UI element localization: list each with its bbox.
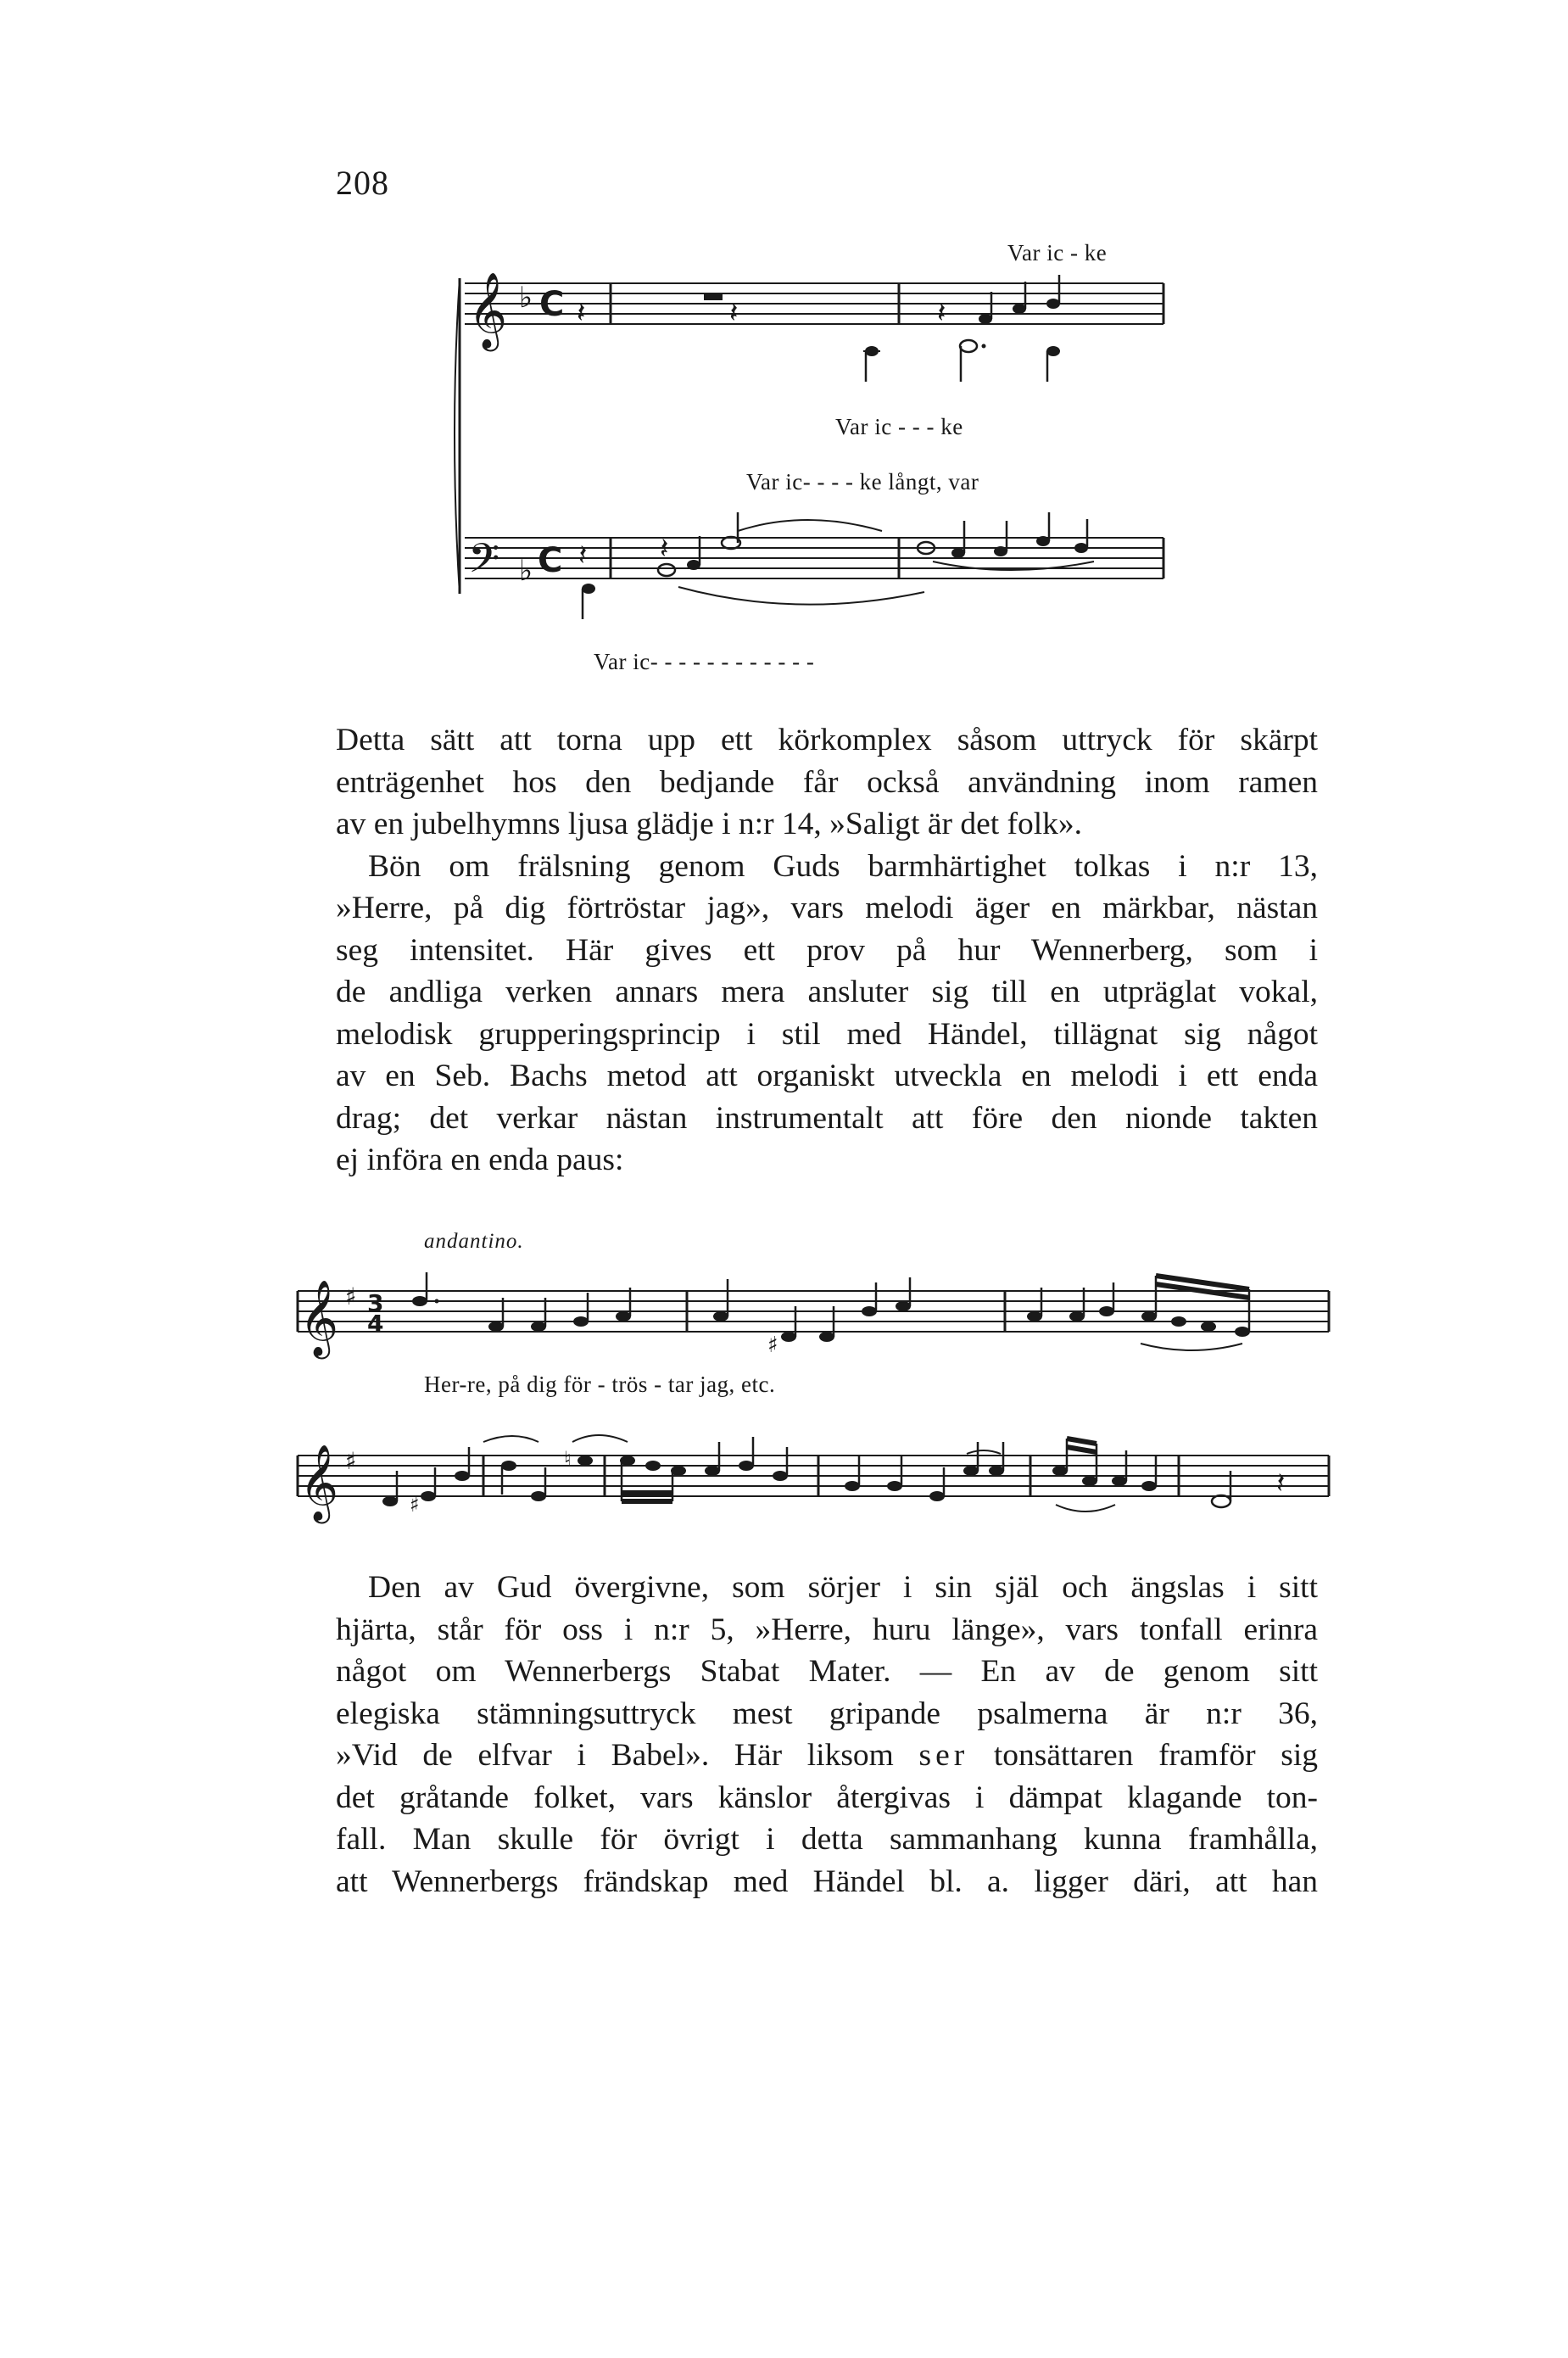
example1-lyric-mid-upper: Var ic - - - ke bbox=[835, 414, 963, 439]
flat-icon: ♭ bbox=[519, 554, 533, 588]
paragraph-2 bbox=[336, 1567, 1318, 1903]
text-line: ej införa en enda paus: bbox=[336, 1143, 624, 1177]
text-line: melodisk grupperingsprincip i stil med Händel, tillägnat sig något bbox=[336, 1016, 1318, 1052]
note-head bbox=[1036, 536, 1050, 546]
treble-clef-icon: 𝄞 bbox=[299, 1444, 339, 1521]
note-head bbox=[979, 314, 992, 324]
text-line: att Wennerbergs frändskap med Händel bl. a. ligger däri, att han bbox=[336, 1863, 1318, 1899]
note-head bbox=[1212, 1495, 1230, 1507]
note-head bbox=[1141, 1311, 1157, 1321]
note-head bbox=[1027, 1311, 1042, 1321]
text-line: seg intensitet. Här gives ett prov på hur Wennerberg, som i bbox=[336, 932, 1318, 968]
slur bbox=[1056, 1505, 1115, 1511]
example1-score bbox=[449, 263, 1179, 619]
note-head bbox=[713, 1311, 728, 1321]
slur bbox=[572, 1435, 628, 1442]
text-line: av en jubelhymns ljusa glädje i n:r 14, »Saligt är det folk». bbox=[336, 807, 1083, 841]
rest-icon: 𝄽 bbox=[1276, 1467, 1286, 1500]
note-head bbox=[382, 1496, 398, 1506]
example1-lyric-top: Var ic - ke bbox=[1007, 240, 1108, 265]
text-line: hjärta, står för oss i n:r 5, »Herre, huru länge», vars tonfall erinra bbox=[336, 1612, 1318, 1647]
example2-lyric: Her-re, på dig för - trös - tar jag, etc. bbox=[424, 1372, 776, 1397]
note-head bbox=[455, 1471, 470, 1481]
text-line: det gråtande folket, vars känslor återgivas i dämpat klagande ton- bbox=[336, 1780, 1318, 1815]
note-head bbox=[994, 546, 1007, 556]
note-head bbox=[862, 1306, 877, 1316]
flat-icon: ♭ bbox=[519, 281, 533, 315]
note-head bbox=[1052, 1466, 1068, 1476]
natural-icon: ♮ bbox=[564, 1447, 572, 1471]
note-head bbox=[531, 1491, 546, 1501]
note-head bbox=[421, 1491, 436, 1501]
note-head bbox=[1046, 346, 1060, 356]
note-head bbox=[819, 1332, 834, 1342]
example1-lyric-bottom: Var ic- - - - - - - - - - - - bbox=[594, 649, 815, 674]
note-head bbox=[412, 1296, 427, 1306]
note-head bbox=[989, 1466, 1004, 1476]
note-head bbox=[773, 1471, 788, 1481]
note-head bbox=[865, 346, 879, 356]
spaced-word: ser bbox=[918, 1738, 969, 1773]
sharp-icon: ♯ bbox=[345, 1447, 357, 1475]
sharp-icon: ♯ bbox=[410, 1493, 420, 1517]
text-line: enträgenhet hos den bedjande får också användning inom ramen bbox=[336, 764, 1318, 800]
rest-icon: 𝄽 bbox=[729, 296, 739, 330]
note-head bbox=[501, 1461, 516, 1471]
bass-staff bbox=[465, 538, 1163, 578]
note-head bbox=[578, 1456, 593, 1466]
note-head bbox=[645, 1461, 661, 1471]
page-number: 208 bbox=[336, 164, 389, 202]
note-head bbox=[1013, 304, 1026, 314]
note-head bbox=[887, 1481, 902, 1491]
text-line: fall. Man skulle för övrigt i detta sammanhang kunna framhålla, bbox=[336, 1822, 1318, 1857]
treble-clef-icon: 𝄞 bbox=[468, 272, 508, 349]
rest-icon: 𝄽 bbox=[660, 532, 669, 566]
text-line: »Herre, på dig förtröstar jag», vars melodi äger en märkbar, nästan bbox=[336, 891, 1318, 925]
note-head bbox=[960, 340, 977, 352]
text-line bbox=[336, 1735, 1318, 1777]
note-head bbox=[1235, 1327, 1250, 1337]
note-head bbox=[687, 560, 700, 570]
note-head bbox=[929, 1491, 945, 1501]
text-segment: tonsättaren framför sig bbox=[993, 1738, 1318, 1773]
rest-icon: 𝄽 bbox=[937, 296, 946, 330]
text-line: Bön om frälsning genom Guds barmhärtighet tolkas i n:r 13, bbox=[368, 848, 1318, 884]
note-head bbox=[1069, 1311, 1085, 1321]
note-head bbox=[573, 1316, 589, 1327]
note-head bbox=[739, 1461, 754, 1471]
note-head bbox=[1082, 1476, 1097, 1486]
example1-lyric-mid-lower: Var ic- - - - ke långt, var bbox=[746, 469, 979, 495]
note-head bbox=[616, 1311, 631, 1321]
tempo-marking: andantino. bbox=[424, 1230, 524, 1253]
text-line: Den av Gud övergivne, som sörjer i sin själ och ängslas i sitt bbox=[368, 1570, 1318, 1605]
text-line: något om Wennerbergs Stabat Mater. — En av de genom sitt bbox=[336, 1654, 1318, 1689]
note-head bbox=[488, 1321, 504, 1332]
rest-icon: 𝄽 bbox=[578, 539, 588, 573]
slur bbox=[678, 587, 924, 605]
note-head bbox=[582, 584, 595, 594]
melody-staff-1 bbox=[298, 1291, 1329, 1332]
note-head bbox=[951, 548, 965, 558]
rest-icon: 𝄽 bbox=[577, 296, 586, 330]
time-signature-bottom: 4 bbox=[367, 1310, 384, 1338]
bass-clef-icon: 𝄢 bbox=[468, 534, 500, 592]
paragraph-1 bbox=[336, 719, 1318, 1182]
note-head bbox=[658, 564, 675, 576]
time-signature-top: 3 bbox=[367, 1289, 384, 1317]
note-head bbox=[963, 1466, 979, 1476]
example2-score-line1 bbox=[293, 1264, 1336, 1357]
tie bbox=[738, 520, 882, 531]
note-head bbox=[705, 1466, 720, 1476]
note-head bbox=[781, 1332, 796, 1342]
melody-staff-2 bbox=[298, 1456, 1329, 1496]
beam bbox=[1067, 1439, 1096, 1444]
beam bbox=[1067, 1447, 1096, 1452]
slur bbox=[1141, 1344, 1242, 1350]
note-head bbox=[1074, 543, 1088, 553]
note-head bbox=[1112, 1476, 1127, 1486]
note-head bbox=[531, 1321, 546, 1332]
note-head bbox=[1046, 299, 1060, 309]
text-line: elegiska stämningsuttryck mest gripande psalmerna är n:r 36, bbox=[336, 1696, 1318, 1731]
tie bbox=[967, 1450, 1001, 1454]
note-head bbox=[1099, 1306, 1114, 1316]
slur bbox=[483, 1436, 538, 1442]
whole-rest bbox=[704, 293, 723, 300]
sharp-icon: ♯ bbox=[767, 1333, 778, 1358]
text-segment: »Vid de elfvar i Babel». Här liksom bbox=[336, 1738, 894, 1773]
text-line: drag; det verkar nästan instrumentalt att före den nionde takten bbox=[336, 1100, 1318, 1136]
note-head bbox=[896, 1301, 911, 1311]
note-head bbox=[1201, 1321, 1216, 1332]
note-head bbox=[845, 1481, 860, 1491]
note-head bbox=[1141, 1481, 1157, 1491]
sharp-icon: ♯ bbox=[345, 1282, 357, 1310]
text-line: de andliga verken annars mera ansluter sig till en utpräglat vokal, bbox=[336, 975, 1318, 1009]
example2-score-line2 bbox=[293, 1425, 1336, 1527]
common-time-icon: C bbox=[538, 541, 563, 580]
common-time-icon: C bbox=[539, 285, 565, 324]
treble-clef-icon: 𝄞 bbox=[299, 1280, 339, 1356]
note-head bbox=[1171, 1316, 1186, 1327]
text-line: av en Seb. Bachs metod att organiskt utveckla en melodi i ett enda bbox=[336, 1059, 1318, 1093]
text-line: Detta sätt att torna upp ett körkomplex såsom uttryck för skärpt bbox=[336, 723, 1318, 757]
